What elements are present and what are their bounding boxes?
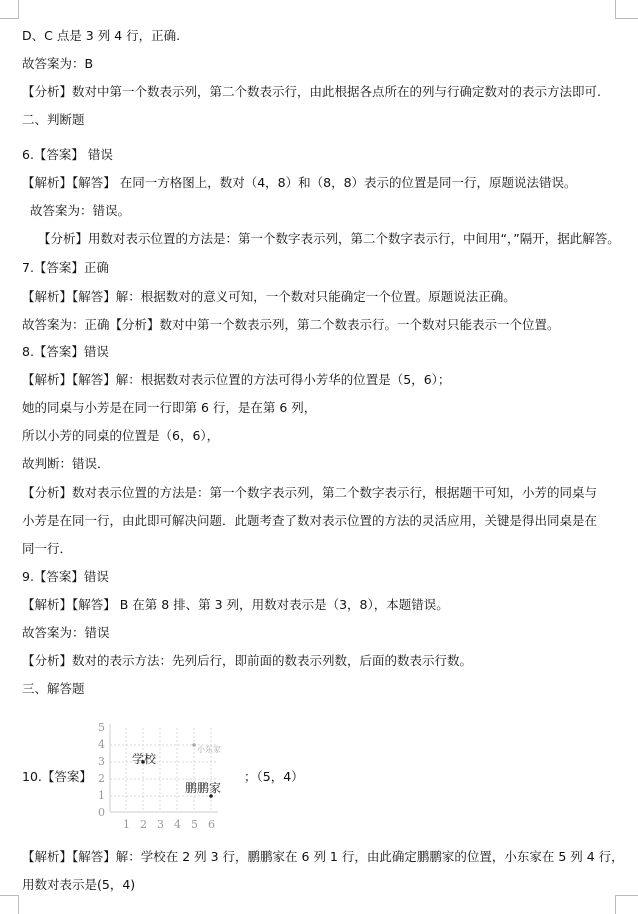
small-point — [192, 743, 196, 747]
question-answer: 7.【答案】正确 — [22, 260, 109, 275]
text-line: 故答案为：B — [22, 56, 94, 71]
text-line: 【解析】【解答】解：根据数对的意义可知，一个数对只能确定一个位置。原题说法正确。 — [22, 289, 516, 304]
question-answer: 10.【答案】 — [22, 769, 92, 784]
y-tick: 2 — [98, 772, 105, 785]
question-answer: 9.【答案】错误 — [22, 569, 109, 584]
text-line: 【分析】数对的表示方法：先列后行，即前面的数表示列数，后面的数表示行数。 — [22, 653, 473, 668]
text-line: 【解析】【解答】 B 在第 8 排、第 3 列，用数对表示是（3，8），本题错误。 — [22, 597, 449, 612]
label-small: 小东家 — [197, 745, 221, 754]
text-line: 故答案为：正确【分析】数对中第一个数表示列，第二个数表示行。一个数对只能表示一个位置。 — [22, 317, 560, 332]
question-answer: 6.【答案】 错误 — [22, 147, 113, 162]
x-tick: 5 — [191, 818, 198, 831]
text-line: 所以小芳的同桌的位置是（6，6）， — [22, 428, 220, 443]
text-line: 【分析】数对中第一个数表示列，第二个数表示行，由此根据各点所在的列与行确定数对的表示方法即可. — [22, 84, 601, 99]
text-line: 同一行． — [22, 541, 73, 556]
x-tick: 3 — [157, 818, 164, 831]
y-tick: 5 — [98, 721, 105, 734]
text-line: 故答案为：错误 — [22, 625, 110, 640]
corner-mark-top-right — [615, 0, 638, 19]
text-line: 【分析】用数对表示位置的方法是：第一个数字表示列，第二个数字表示行，中间用“，”隔开，据此解答。 — [38, 231, 620, 246]
y-tick: 3 — [98, 755, 105, 768]
y-tick: 0 — [98, 806, 105, 819]
text-line: 故判断：错误． — [22, 456, 110, 471]
label-school: 学校 — [132, 752, 157, 766]
coordinate-grid-figure — [96, 716, 226, 834]
corner-mark-bottom-right — [615, 895, 638, 914]
corner-mark-bottom-left — [0, 895, 19, 914]
text-line: 【解析】【解答】解：根据数对表示位置的方法可得小芳华的位置是（5，6）； — [22, 372, 451, 387]
text-line: 【解析】【解答】解：学校在 2 列 3 行，鹏鹏家在 6 列 1 行，由此确定鹏鹏家的位置，小东家在 5 列 4 行， — [22, 849, 624, 864]
x-tick: 1 — [123, 818, 130, 831]
y-tick: 4 — [98, 738, 105, 751]
text-line: 【分析】数对表示位置的方法是：第一个数字表示列，第二个数字表示行，根据题干可知，小芳的同桌与 — [22, 485, 598, 500]
section-heading: 三、解答题 — [22, 681, 85, 696]
section-heading: 二、判断题 — [22, 112, 85, 127]
question-answer: 8.【答案】错误 — [22, 344, 109, 359]
corner-mark-top-left — [0, 0, 19, 19]
text-line: 她的同桌与小芳是在同一行即第 6 行，是在第 6 列， — [22, 400, 317, 415]
x-tick: 2 — [140, 818, 147, 831]
text-line: 用数对表示是(5，4) — [22, 877, 136, 892]
y-tick: 1 — [98, 789, 105, 802]
text-line: 小芳是在同一行，由此即可解决问题．此题考查了数对表示位置的方法的灵活应用，关键是得出同桌是在 — [22, 513, 598, 528]
label-home: 鹏鹏家 — [185, 781, 222, 795]
x-tick: 4 — [174, 818, 181, 831]
text-line: 【解析】【解答】 在同一方格图上，数对（4，8）和（8，8）表示的位置是同一行，原题说法错误。 — [22, 175, 577, 190]
text-line: 故答案为：错误。 — [30, 203, 131, 218]
x-tick: 6 — [208, 818, 215, 831]
text-line: D、C 点是 3 列 4 行，正确. — [22, 28, 181, 43]
answer-value: ；（5，4） — [244, 769, 304, 784]
